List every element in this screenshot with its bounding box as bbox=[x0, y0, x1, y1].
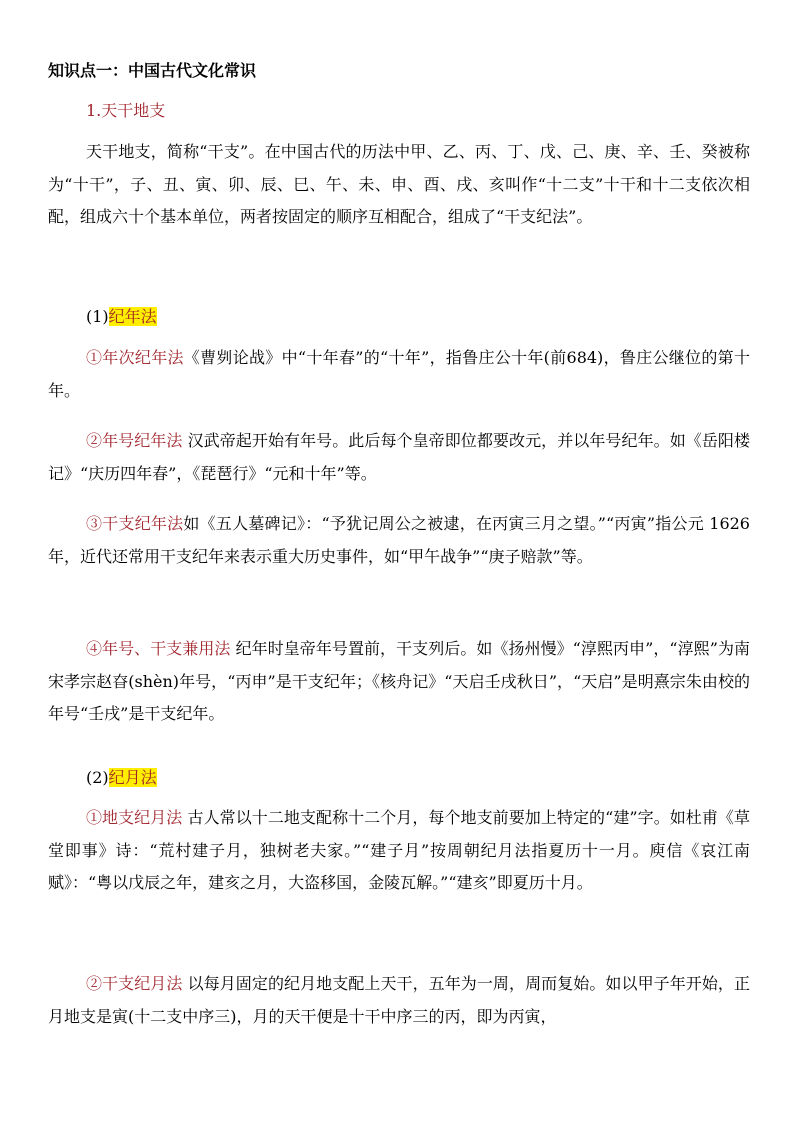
term-label: ②年号纪年法 bbox=[86, 431, 183, 450]
term-label: ①地支纪月法 bbox=[86, 808, 183, 827]
subsection-year bbox=[86, 304, 788, 330]
paragraph-reign-title bbox=[48, 425, 750, 490]
paragraph-year-order bbox=[48, 342, 750, 407]
term-text: 如《五人墓碑记》：“予犹记周公之被逮，在丙寅三月之望。”“丙寅”指公元 1626 年，近代还常用干支纪年来表示重大历史事件，如“甲午战争”“庚子赔款”等。 bbox=[48, 514, 750, 566]
subsection-number: (1) bbox=[86, 307, 109, 326]
paragraph-ganzhi-month bbox=[48, 968, 750, 1033]
term-label: ④年号、干支兼用法 bbox=[86, 639, 231, 658]
term-label: ③干支纪年法 bbox=[86, 514, 184, 533]
intro-paragraph: 天干地支，简称“干支”。在中国古代的历法中甲、乙、丙、丁、戊、己、庚、辛、壬、癸被称为“十干”，子、丑、寅、卯、辰、巳、午、未、申、酉、戌、亥叫作“十二支”十干和十二支依次相配，组成六十个基本单位，两者按固定的顺序互相配合，组成了“干支纪法”。 bbox=[48, 142, 750, 226]
subsection-label: 纪月法 bbox=[108, 768, 157, 787]
subsection-number: (2) bbox=[86, 768, 109, 787]
term-text: 《曹刿论战》中“十年春”的“十年”，指鲁庄公十年(前684)，鲁庄公继位的第十年。 bbox=[48, 348, 750, 400]
term-label: ①年次纪年法 bbox=[86, 348, 184, 367]
term-text: 古人常以十二地支配称十二个月，每个地支前要加上特定的“建”字。如杜甫《草堂即事》诗：“荒村建子月，独树老夫家。”“建子月”按周朝纪月法指夏历十一月。庾信《哀江南赋》：“粤以戊辰之年，建亥之月，大盗移国，金陵瓦解。”“建亥”即夏历十月。 bbox=[48, 808, 750, 892]
paragraph-ganzhi-year bbox=[48, 508, 750, 573]
page-title: 知识点一：中国古代文化常识 bbox=[48, 61, 257, 80]
term-label: ②干支纪月法 bbox=[86, 974, 183, 993]
term-text: 纪年时皇帝年号置前，干支列后。如《扬州慢》“淳熙丙申”，“淳熙”为南宋孝宗赵昚(shèn)年号，“丙申”是干支纪年；《核舟记》“天启壬戌秋日”，“天启”是明熹宗朱由校的年号“壬戌”是干支纪年。 bbox=[48, 639, 750, 723]
term-text: 汉武帝起开始有年号。此后每个皇帝即位都要改元，并以年号纪年。如《岳阳楼记》“庆历四年春”，《琵琶行》“元和十年”等。 bbox=[48, 431, 750, 483]
term-text: 以每月固定的纪月地支配上天干，五年为一周，周而复始。如以甲子年开始，正月地支是寅(十二支中序三)，月的天干便是十干中序三的丙，即为丙寅， bbox=[48, 974, 750, 1026]
paragraph-combined bbox=[48, 633, 750, 731]
subsection-month bbox=[86, 765, 788, 791]
subsection-label: 纪年法 bbox=[108, 307, 157, 326]
section-title: 1.天干地支 bbox=[86, 101, 166, 120]
paragraph-dizhi-month bbox=[48, 802, 750, 900]
